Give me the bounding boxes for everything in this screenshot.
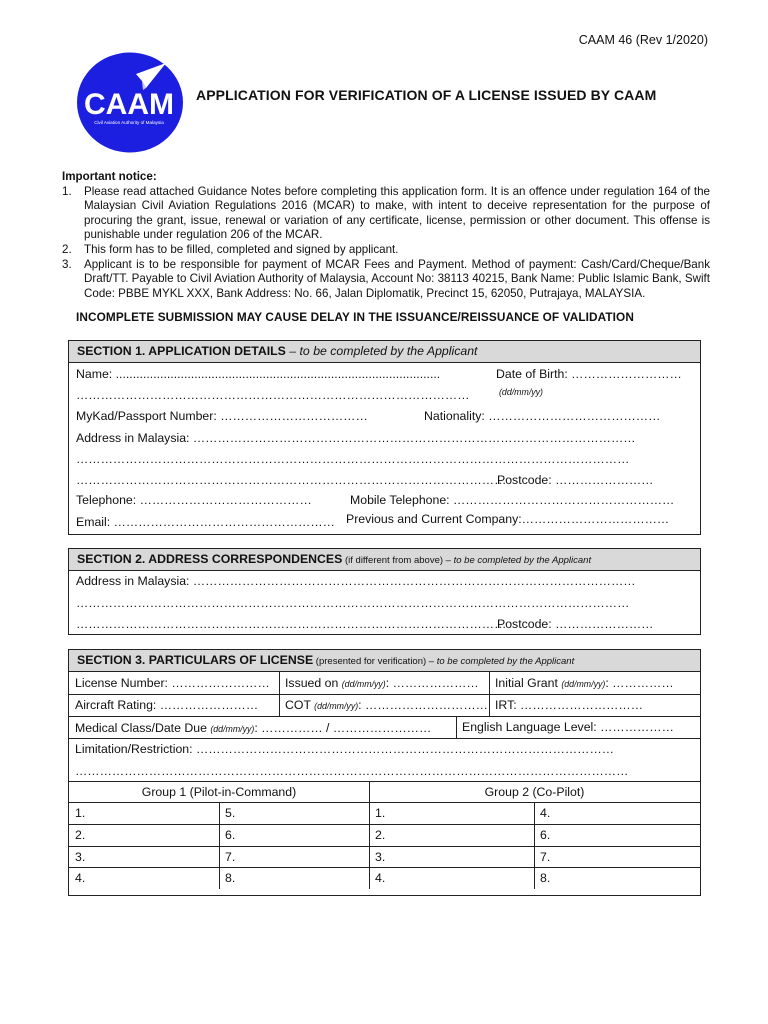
section-application-details xyxy=(68,340,701,535)
correspondence-address-line2[interactable]: ……………………………………………………………………………………………………………………… xyxy=(76,596,630,610)
cot-field[interactable]: COT (dd/mm/yy): ………………………… xyxy=(285,698,488,712)
group-1-cell[interactable]: 1. xyxy=(75,806,86,820)
limitation-field[interactable]: Limitation/Restriction: ………………………………………………………………………………………… xyxy=(75,742,615,756)
license-grid xyxy=(69,672,700,889)
company-field[interactable]: Previous and Current Company:……………………………… xyxy=(346,512,670,526)
address-field[interactable]: Address in Malaysia: ……………………………………………………………………………………………… xyxy=(76,431,636,445)
section-address-correspondences xyxy=(68,548,701,635)
group-2-cell[interactable]: 4. xyxy=(375,871,386,885)
nationality-field[interactable]: Nationality: …………………………………… xyxy=(424,409,661,423)
caam-logo xyxy=(76,52,184,153)
name-field-cont[interactable]: …………………………………………………………………………………… xyxy=(76,388,470,402)
table-row xyxy=(69,825,700,847)
document-code: CAAM 46 (Rev 1/2020) xyxy=(578,33,708,47)
form-title: APPLICATION FOR VERIFICATION OF A LICENSE ISSUED BY CAAM xyxy=(196,87,657,103)
group-1-cell[interactable]: 3. xyxy=(75,850,86,864)
postcode-field[interactable]: Postcode: …………………… xyxy=(497,473,654,487)
group-2-cell[interactable]: 3. xyxy=(375,850,386,864)
correspondence-postcode-field[interactable]: Postcode: …………………… xyxy=(497,617,654,631)
group-1-cell[interactable]: 5. xyxy=(225,806,236,820)
irt-field[interactable]: IRT: ………………………… xyxy=(495,698,644,712)
issued-on-field[interactable]: Issued on (dd/mm/yy): ………………… xyxy=(285,676,479,690)
telephone-field[interactable]: Telephone: …………………………………… xyxy=(76,493,312,507)
license-row-1 xyxy=(69,672,700,695)
initial-grant-field[interactable]: Initial Grant (dd/mm/yy): …………… xyxy=(495,676,674,690)
address-field-line3[interactable]: …………………………………………………………………………………………… xyxy=(76,473,507,487)
table-row xyxy=(69,803,700,825)
incomplete-warning: INCOMPLETE SUBMISSION MAY CAUSE DELAY IN THE ISSUANCE/REISSUANCE OF VALIDATION xyxy=(76,310,634,324)
group-2-cell[interactable]: 2. xyxy=(375,828,386,842)
name-field[interactable]: Name: ............................................................................................... xyxy=(76,367,441,381)
group-2-cell[interactable]: 1. xyxy=(375,806,386,820)
notice-heading: Important notice: xyxy=(62,170,157,183)
group-2-cell[interactable]: 8. xyxy=(540,871,551,885)
section-2-header: SECTION 2. ADDRESS CORRESPONDENCES (if different from above) – to be completed by the Applicant xyxy=(69,549,700,571)
group-1-cell[interactable]: 2. xyxy=(75,828,86,842)
license-row-2 xyxy=(69,695,700,717)
group-1-cell[interactable]: 4. xyxy=(75,871,86,885)
notice-item: 3. Applicant is to be responsible for payment of MCAR Fees and Payment. Method of payment: Cash/Card/Cheque/Bank Draft/TT. Payable to Civil Aviation Authority of Malaysia, Account No: 38113 40215, Bank Name: Public Islamic Bank, Swift Code: PBBE MYKL XXX, Bank Address: No. 66, Jalan Diplomatik, Precinct 15, 62050, Putrajaya, MALAYSIA. xyxy=(62,257,710,300)
important-notice xyxy=(62,170,710,301)
group-2-cell[interactable]: 7. xyxy=(540,850,551,864)
dob-field[interactable]: Date of Birth: ……………………… xyxy=(496,367,682,381)
group-1-cell[interactable]: 8. xyxy=(225,871,236,885)
medical-class-field[interactable]: Medical Class/Date Due (dd/mm/yy): …………… / …………………… xyxy=(75,721,432,735)
mobile-telephone-field[interactable]: Mobile Telephone: ……………………………………………… xyxy=(350,493,675,507)
group-header-row xyxy=(69,782,700,803)
section-3-header: SECTION 3. PARTICULARS OF LICENSE (presented for verification) – to be completed by the Applicant xyxy=(69,650,700,672)
email-field[interactable]: Email: ……………………………………………… xyxy=(76,515,335,529)
logo-text: CAAM xyxy=(84,88,174,121)
correspondence-address-field[interactable]: Address in Malaysia: ……………………………………………………………………………………………… xyxy=(76,574,636,588)
correspondence-address-line3[interactable]: …………………………………………………………………………………………… xyxy=(76,617,507,631)
mykad-passport-field[interactable]: MyKad/Passport Number: ……………………………… xyxy=(76,409,368,423)
section-1-header: SECTION 1. APPLICATION DETAILS – to be completed by the Applicant xyxy=(69,341,700,363)
notice-item: 2. This form has to be filled, completed and signed by applicant. xyxy=(62,242,399,256)
section-particulars-of-license xyxy=(68,649,701,896)
group-1-cell[interactable]: 6. xyxy=(225,828,236,842)
limitation-field-line2[interactable]: ……………………………………………………………………………………………………………………… xyxy=(75,764,629,778)
english-level-field[interactable]: English Language Level: ……………… xyxy=(462,720,674,734)
group-2-header: Group 2 (Co-Pilot) xyxy=(484,785,585,799)
group-1-cell[interactable]: 7. xyxy=(225,850,236,864)
group-2-cell[interactable]: 6. xyxy=(540,828,551,842)
address-field-line2[interactable]: ……………………………………………………………………………………………………………………… xyxy=(76,452,630,466)
aircraft-rating-field[interactable]: Aircraft Rating: …………………… xyxy=(75,698,259,712)
table-row xyxy=(69,847,700,868)
license-row-3 xyxy=(69,717,700,739)
logo-subtext: Civil Aviation Authority of Malaysia xyxy=(94,120,164,125)
notice-item: 1. Please read attached Guidance Notes before completing this application form. It is an offence under regulation 164 of the Malaysian Civil Aviation Regulations 2016 (MCAR) to make, with intent to deceive representation for the purpose of procuring the grant, issue, renewal or variation of any certificate, license, permission or other document. This offense is punishable under regulation 206 of the MCAR. xyxy=(62,184,710,242)
dob-hint: (dd/mm/yy) xyxy=(499,387,543,397)
group-2-cell[interactable]: 4. xyxy=(540,806,551,820)
limitation-row xyxy=(69,739,700,782)
table-row xyxy=(69,868,700,889)
license-number-field[interactable]: License Number: …………………… xyxy=(75,676,270,690)
group-1-header: Group 1 (Pilot-in-Command) xyxy=(141,785,297,799)
